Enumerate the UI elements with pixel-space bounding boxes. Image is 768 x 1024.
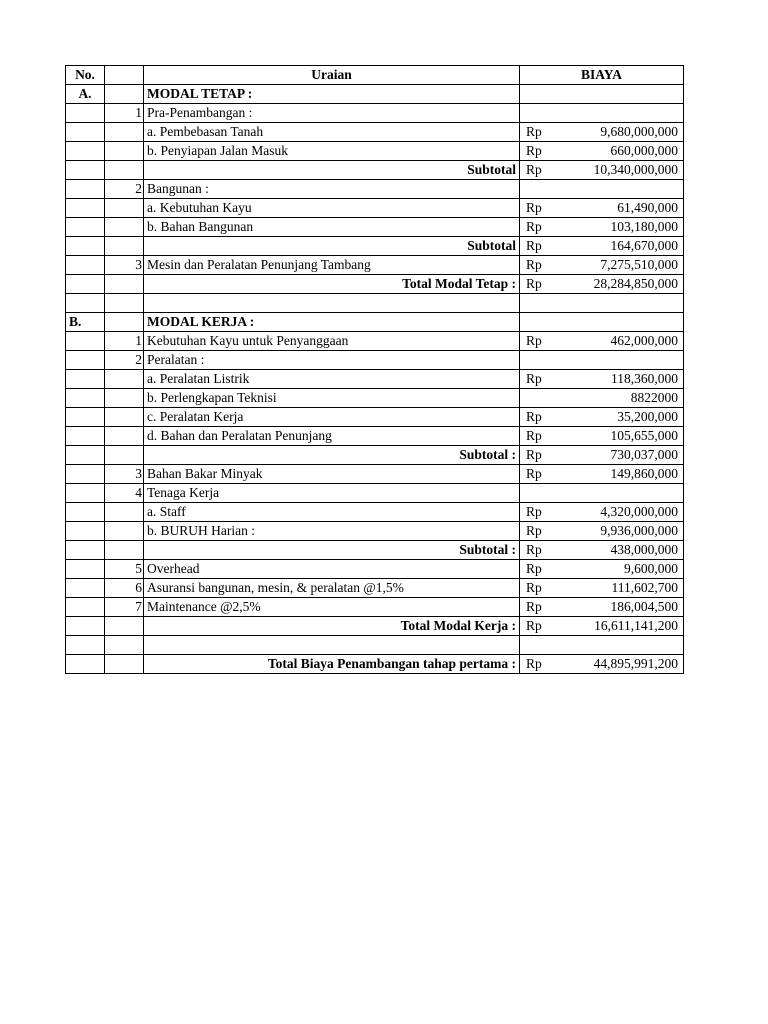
- cell-currency: Rp: [520, 617, 570, 636]
- cell-description: Maintenance @2,5%: [144, 598, 520, 617]
- cell-description: a. Peralatan Listrik: [144, 370, 520, 389]
- header-no: No.: [66, 66, 105, 85]
- cell-no: [66, 655, 105, 674]
- cell-description: c. Peralatan Kerja: [144, 408, 520, 427]
- cell-amount: 35,200,000: [570, 408, 684, 427]
- cell-currency: Rp: [520, 161, 570, 180]
- cell-item-number: 4: [105, 484, 144, 503]
- cell-description: b. BURUH Harian :: [144, 522, 520, 541]
- table-row: [66, 370, 684, 389]
- cell-currency: Rp: [520, 503, 570, 522]
- cell-amount: [570, 636, 684, 655]
- cell-no: [66, 617, 105, 636]
- cell-item-number: [105, 142, 144, 161]
- cell-no: [66, 408, 105, 427]
- cell-description: d. Bahan dan Peralatan Penunjang: [144, 427, 520, 446]
- subtotal-row: [66, 275, 684, 294]
- cell-amount: [570, 180, 684, 199]
- cell-no: [66, 389, 105, 408]
- table-row: [66, 484, 684, 503]
- cell-currency: Rp: [520, 560, 570, 579]
- cell-currency: Rp: [520, 237, 570, 256]
- cell-item-number: [105, 161, 144, 180]
- cell-description: b. Perlengkapan Teknisi: [144, 389, 520, 408]
- cell-currency: [520, 484, 570, 503]
- cell-description: Bangunan :: [144, 180, 520, 199]
- cell-item-number: [105, 541, 144, 560]
- cell-item-number: 3: [105, 465, 144, 484]
- cell-item-number: [105, 123, 144, 142]
- table-row: [66, 389, 684, 408]
- cell-currency: Rp: [520, 332, 570, 351]
- cell-currency: Rp: [520, 408, 570, 427]
- cell-no: [66, 237, 105, 256]
- cell-description: Kebutuhan Kayu untuk Penyanggaan: [144, 332, 520, 351]
- cell-currency: [520, 636, 570, 655]
- cell-item-number: 1: [105, 332, 144, 351]
- cell-currency: Rp: [520, 427, 570, 446]
- table-row: [66, 503, 684, 522]
- cell-amount: 9,680,000,000: [570, 123, 684, 142]
- cell-amount: 118,360,000: [570, 370, 684, 389]
- cell-amount: 438,000,000: [570, 541, 684, 560]
- cell-no: [66, 199, 105, 218]
- subtotal-row: [66, 541, 684, 560]
- cell-amount: 28,284,850,000: [570, 275, 684, 294]
- cell-description: Mesin dan Peralatan Penunjang Tambang: [144, 256, 520, 275]
- cell-description: Tenaga Kerja: [144, 484, 520, 503]
- cell-description: Overhead: [144, 560, 520, 579]
- cell-description: Total Modal Kerja :: [144, 617, 520, 636]
- cell-description: Subtotal: [144, 237, 520, 256]
- subtotal-row: [66, 655, 684, 674]
- table-row: [66, 104, 684, 123]
- cell-description: [144, 636, 520, 655]
- subtotal-row: [66, 446, 684, 465]
- cell-item-number: [105, 218, 144, 237]
- cell-no: [66, 256, 105, 275]
- cell-no: [66, 180, 105, 199]
- cell-description: [144, 294, 520, 313]
- subtotal-row: [66, 617, 684, 636]
- cell-amount: [570, 104, 684, 123]
- table-row: [66, 180, 684, 199]
- table-row: [66, 332, 684, 351]
- table-row: [66, 256, 684, 275]
- cell-item-number: [105, 313, 144, 332]
- cell-item-number: 1: [105, 104, 144, 123]
- cell-no: [66, 370, 105, 389]
- cell-item-number: [105, 427, 144, 446]
- cell-currency: [520, 104, 570, 123]
- cell-no: [66, 123, 105, 142]
- cell-currency: Rp: [520, 370, 570, 389]
- subtotal-row: [66, 237, 684, 256]
- cell-no: [66, 503, 105, 522]
- cell-item-number: 6: [105, 579, 144, 598]
- cell-no: B.: [66, 313, 105, 332]
- table-row: [66, 427, 684, 446]
- cell-item-number: [105, 446, 144, 465]
- cell-item-number: [105, 503, 144, 522]
- cell-item-number: 3: [105, 256, 144, 275]
- cell-item-number: [105, 655, 144, 674]
- cell-item-number: [105, 617, 144, 636]
- table-row: [66, 579, 684, 598]
- cell-item-number: [105, 275, 144, 294]
- section-row: [66, 85, 684, 104]
- cell-description: a. Pembebasan Tanah: [144, 123, 520, 142]
- cell-no: [66, 579, 105, 598]
- header-row: [66, 66, 684, 85]
- cell-item-number: 2: [105, 180, 144, 199]
- cell-amount: 164,670,000: [570, 237, 684, 256]
- cell-amount: 9,936,000,000: [570, 522, 684, 541]
- cell-currency: Rp: [520, 218, 570, 237]
- cell-currency: [520, 351, 570, 370]
- cost-table: [65, 65, 684, 674]
- cell-no: [66, 541, 105, 560]
- table-row: [66, 560, 684, 579]
- cell-amount: [570, 484, 684, 503]
- cell-currency: Rp: [520, 199, 570, 218]
- cell-amount: 61,490,000: [570, 199, 684, 218]
- cell-item-number: [105, 636, 144, 655]
- section-row: [66, 313, 684, 332]
- cell-amount: [570, 294, 684, 313]
- cell-item-number: [105, 199, 144, 218]
- cell-currency: Rp: [520, 275, 570, 294]
- cell-no: [66, 598, 105, 617]
- blank-row: [66, 294, 684, 313]
- cell-item-number: [105, 370, 144, 389]
- table-row: [66, 142, 684, 161]
- header-uraian: Uraian: [144, 66, 520, 85]
- cell-amount: 4,320,000,000: [570, 503, 684, 522]
- cell-amount: [570, 313, 684, 332]
- cell-no: [66, 104, 105, 123]
- header-sub: [105, 66, 144, 85]
- cell-description: Total Biaya Penambangan tahap pertama :: [144, 655, 520, 674]
- cell-no: [66, 142, 105, 161]
- cell-currency: Rp: [520, 123, 570, 142]
- blank-row: [66, 636, 684, 655]
- cell-amount: 105,655,000: [570, 427, 684, 446]
- header-biaya: BIAYA: [520, 66, 684, 85]
- cell-no: [66, 161, 105, 180]
- cell-currency: Rp: [520, 446, 570, 465]
- cell-amount: [570, 351, 684, 370]
- cell-currency: Rp: [520, 541, 570, 560]
- cell-description: Asuransi bangunan, mesin, & peralatan @1,5%: [144, 579, 520, 598]
- cell-no: [66, 332, 105, 351]
- cell-amount: 462,000,000: [570, 332, 684, 351]
- cell-no: [66, 465, 105, 484]
- subtotal-row: [66, 161, 684, 180]
- cell-no: [66, 294, 105, 313]
- table-row: [66, 218, 684, 237]
- cell-no: [66, 446, 105, 465]
- cell-no: [66, 275, 105, 294]
- cell-currency: [520, 294, 570, 313]
- cell-amount: 9,600,000: [570, 560, 684, 579]
- cell-description: Subtotal: [144, 161, 520, 180]
- table-row: [66, 522, 684, 541]
- cell-item-number: 2: [105, 351, 144, 370]
- cell-no: [66, 560, 105, 579]
- cell-amount: 16,611,141,200: [570, 617, 684, 636]
- table-row: [66, 465, 684, 484]
- cell-item-number: [105, 522, 144, 541]
- cell-no: [66, 427, 105, 446]
- cell-item-number: [105, 408, 144, 427]
- cell-currency: [520, 180, 570, 199]
- cell-currency: [520, 389, 570, 408]
- cell-description: b. Bahan Bangunan: [144, 218, 520, 237]
- cell-description: Peralatan :: [144, 351, 520, 370]
- table-row: [66, 123, 684, 142]
- cell-description: MODAL KERJA :: [144, 313, 520, 332]
- cell-currency: Rp: [520, 598, 570, 617]
- cell-description: a. Staff: [144, 503, 520, 522]
- cell-amount: 103,180,000: [570, 218, 684, 237]
- cell-currency: Rp: [520, 465, 570, 484]
- cell-description: MODAL TETAP :: [144, 85, 520, 104]
- cell-amount: 660,000,000: [570, 142, 684, 161]
- cell-amount: [570, 85, 684, 104]
- cell-currency: Rp: [520, 522, 570, 541]
- cell-description: a. Kebutuhan Kayu: [144, 199, 520, 218]
- table-row: [66, 408, 684, 427]
- cell-description: Total Modal Tetap :: [144, 275, 520, 294]
- cell-amount: 186,004,500: [570, 598, 684, 617]
- cell-amount: 44,895,991,200: [570, 655, 684, 674]
- cell-no: [66, 484, 105, 503]
- cell-no: [66, 522, 105, 541]
- cell-description: Bahan Bakar Minyak: [144, 465, 520, 484]
- cell-amount: 7,275,510,000: [570, 256, 684, 275]
- cell-item-number: [105, 389, 144, 408]
- cell-amount: 149,860,000: [570, 465, 684, 484]
- cell-description: Subtotal :: [144, 541, 520, 560]
- cell-item-number: 5: [105, 560, 144, 579]
- table-row: [66, 598, 684, 617]
- cell-amount: 730,037,000: [570, 446, 684, 465]
- cell-amount: 10,340,000,000: [570, 161, 684, 180]
- cell-description: Pra-Penambangan :: [144, 104, 520, 123]
- cell-item-number: 7: [105, 598, 144, 617]
- cell-amount: 8822000: [570, 389, 684, 408]
- cell-no: [66, 351, 105, 370]
- cell-item-number: [105, 294, 144, 313]
- cell-item-number: [105, 237, 144, 256]
- cell-no: A.: [66, 85, 105, 104]
- cell-no: [66, 218, 105, 237]
- cell-currency: Rp: [520, 579, 570, 598]
- cell-description: b. Penyiapan Jalan Masuk: [144, 142, 520, 161]
- table-row: [66, 351, 684, 370]
- cell-description: Subtotal :: [144, 446, 520, 465]
- cell-item-number: [105, 85, 144, 104]
- cell-currency: Rp: [520, 655, 570, 674]
- table-row: [66, 199, 684, 218]
- cell-currency: [520, 85, 570, 104]
- cell-currency: Rp: [520, 142, 570, 161]
- cell-amount: 111,602,700: [570, 579, 684, 598]
- cell-currency: Rp: [520, 256, 570, 275]
- cell-currency: [520, 313, 570, 332]
- cell-no: [66, 636, 105, 655]
